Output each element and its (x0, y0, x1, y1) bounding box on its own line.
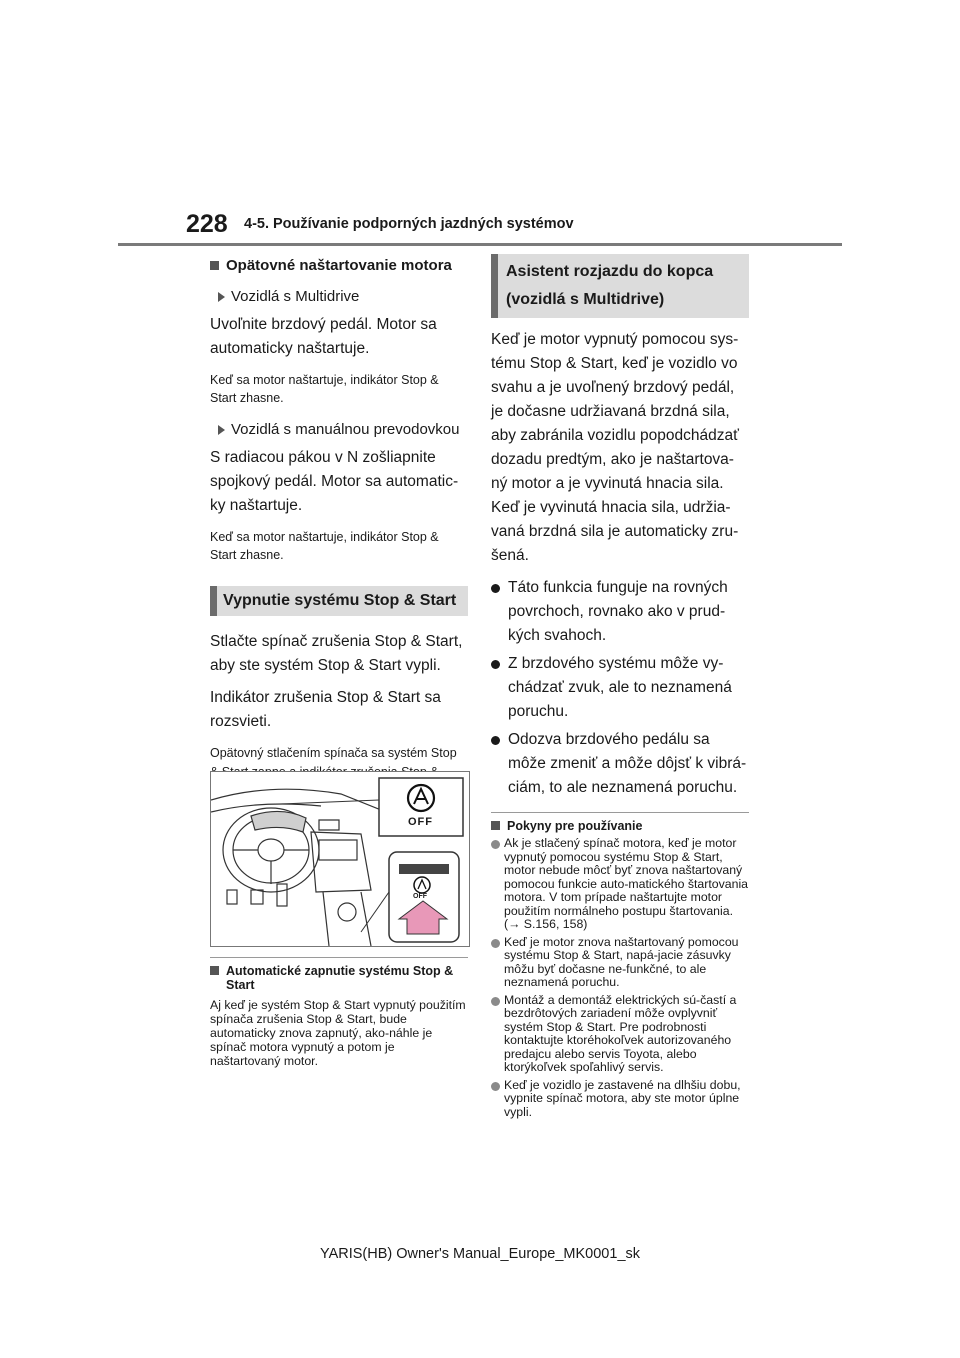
bullet-text: Z brzdového systému môže vy-chádzať zvuk, ale to neznamená poruchu. (508, 655, 732, 720)
divider (210, 957, 468, 958)
notes-heading (491, 819, 749, 833)
triangle-bullet-icon (218, 425, 225, 435)
list-item (491, 936, 749, 990)
list-item (491, 728, 749, 800)
multidrive-note: Keď sa motor naštartuje, indikátor Stop & Start zhasne. (210, 373, 439, 405)
right-column (491, 254, 749, 1119)
header-rule (118, 243, 842, 246)
cockpit-illustration (210, 771, 470, 947)
list-item (491, 1079, 749, 1120)
multidrive-text: Uvoľnite brzdový pedál. Motor sa automaticky naštartuje. (210, 316, 437, 357)
square-bullet-icon (210, 261, 219, 270)
bullet-text: Odozva brzdového pedálu sa môže zmeniť a môže dôjsť k vibrá-ciám, to ale neznamená poruchu. (508, 731, 747, 796)
divider (491, 812, 749, 813)
bullet-icon (491, 1082, 500, 1091)
bullet-icon (491, 997, 500, 1006)
list-item (491, 576, 749, 648)
list-item (491, 994, 749, 1075)
notes-heading-text: Pokyny pre používanie (507, 819, 643, 833)
off-label-large: OFF (408, 816, 433, 828)
left-column (210, 254, 468, 801)
footer-text: YARIS(HB) Owner's Manual_Europe_MK0001_sk (319, 1246, 641, 1262)
list-item (491, 837, 749, 932)
hill-start-bullets (491, 576, 749, 800)
square-bullet-icon (210, 966, 219, 975)
off-label-small: OFF (413, 893, 427, 900)
bullet-text: Táto funkcia funguje na rovných povrchoch, rovnako ako v prud-kých svahoch. (508, 579, 728, 644)
manual-text: S radiacou pákou v N zošliapnite spojkový pedál. Motor sa automatic-ky naštartuje. (210, 449, 459, 514)
bullet-icon (491, 840, 500, 849)
page-number: 228 (186, 210, 228, 238)
section-text-1: Stlačte spínač zrušenia Stop & Start, aby ste systém Stop & Start vypli. (210, 633, 463, 674)
auto-heading (210, 964, 468, 992)
restart-heading (210, 257, 468, 274)
auto-heading-text: Automatické zapnutie systému Stop & Start (226, 964, 454, 992)
triangle-bullet-icon (218, 292, 225, 302)
manual-note: Keď sa motor naštartuje, indikátor Stop & Start zhasne. (210, 530, 439, 562)
chapter-title: 4-5. Používanie podporných jazdných systémov (244, 216, 574, 232)
bullet-icon (491, 660, 500, 669)
section-title-stop-start-off: Vypnutie systému Stop & Start (210, 586, 468, 616)
notes-list (491, 837, 749, 1119)
section-text-2: Indikátor zrušenia Stop & Start sa rozsvieti. (210, 689, 441, 730)
note-text: Montáž a demontáž elektrických sú-častí a bezdrôtových zariadení môže ovplyvniť systém Stop & Start. Pre podrobnosti kontaktujte ktoréhokoľvek autorizovaného predajcu alebo servis Toyota, alebo ktorýkoľvek spoľahlivý servis. (504, 992, 737, 1074)
manual-subheading (218, 421, 468, 438)
note-text: Keď je motor znova naštartovaný pomocou systému Stop & Start, napá-jacie zásuvky môžu byť dočasne ne-funkčné, to ale neznamená poruchu. (504, 934, 739, 989)
auto-text: Aj keď je systém Stop & Start vypnutý použitím spínača zrušenia Stop & Start, bude automaticky znova zapnutý, ako-náhle je spínač motora vypnutý a potom je naštartovaný motor. (210, 998, 466, 1068)
multidrive-label: Vozidlá s Multidrive (231, 288, 360, 305)
hill-start-intro: Keď je motor vypnutý pomocou sys-tému Stop & Start, keď je vozidlo vo svahu a je uvoľnený brzdový pedál, je dočasne udržiavaná brzdná sila, aby zabránila vozidlu popodchádzať dozadu predtým, ako je naštartova-ný motor a je vyvinutá hnacia sila. Keď je vyvinutá hnacia sila, udržia-vaná brzdná sila je automaticky zru-šená. (491, 331, 739, 564)
bullet-icon (491, 736, 500, 745)
cockpit-drawing (211, 772, 469, 946)
note-text: Keď je vozidlo je zastavené na dlhšiu dobu, vypnite spínač motora, aby ste motor úplne vypli. (504, 1077, 741, 1119)
left-lower (210, 957, 468, 1068)
manual-label: Vozidlá s manuálnou prevodovkou (231, 421, 460, 438)
list-item (491, 652, 749, 724)
note-text: Ak je stlačený spínač motora, keď je motor vypnutý pomocou systému Stop & Start, motor nebude môcť byť znova naštartovaný pomocou funkcie auto-matického štartovania motora. V tom prípade naštartujte motor použitím normálneho postupu štartovania. (→ S.156, 158) (504, 836, 749, 931)
restart-heading-text: Opätovné naštartovanie motora (226, 257, 452, 274)
square-bullet-icon (491, 821, 500, 830)
section-title-hill-start: Asistent rozjazdu do kopca (vozidlá s Multidrive) (491, 254, 749, 318)
bullet-icon (491, 939, 500, 948)
multidrive-subheading (218, 288, 468, 305)
section-note: Opätovný stlačením spínača sa systém Stop (210, 746, 457, 760)
bullet-icon (491, 584, 500, 593)
